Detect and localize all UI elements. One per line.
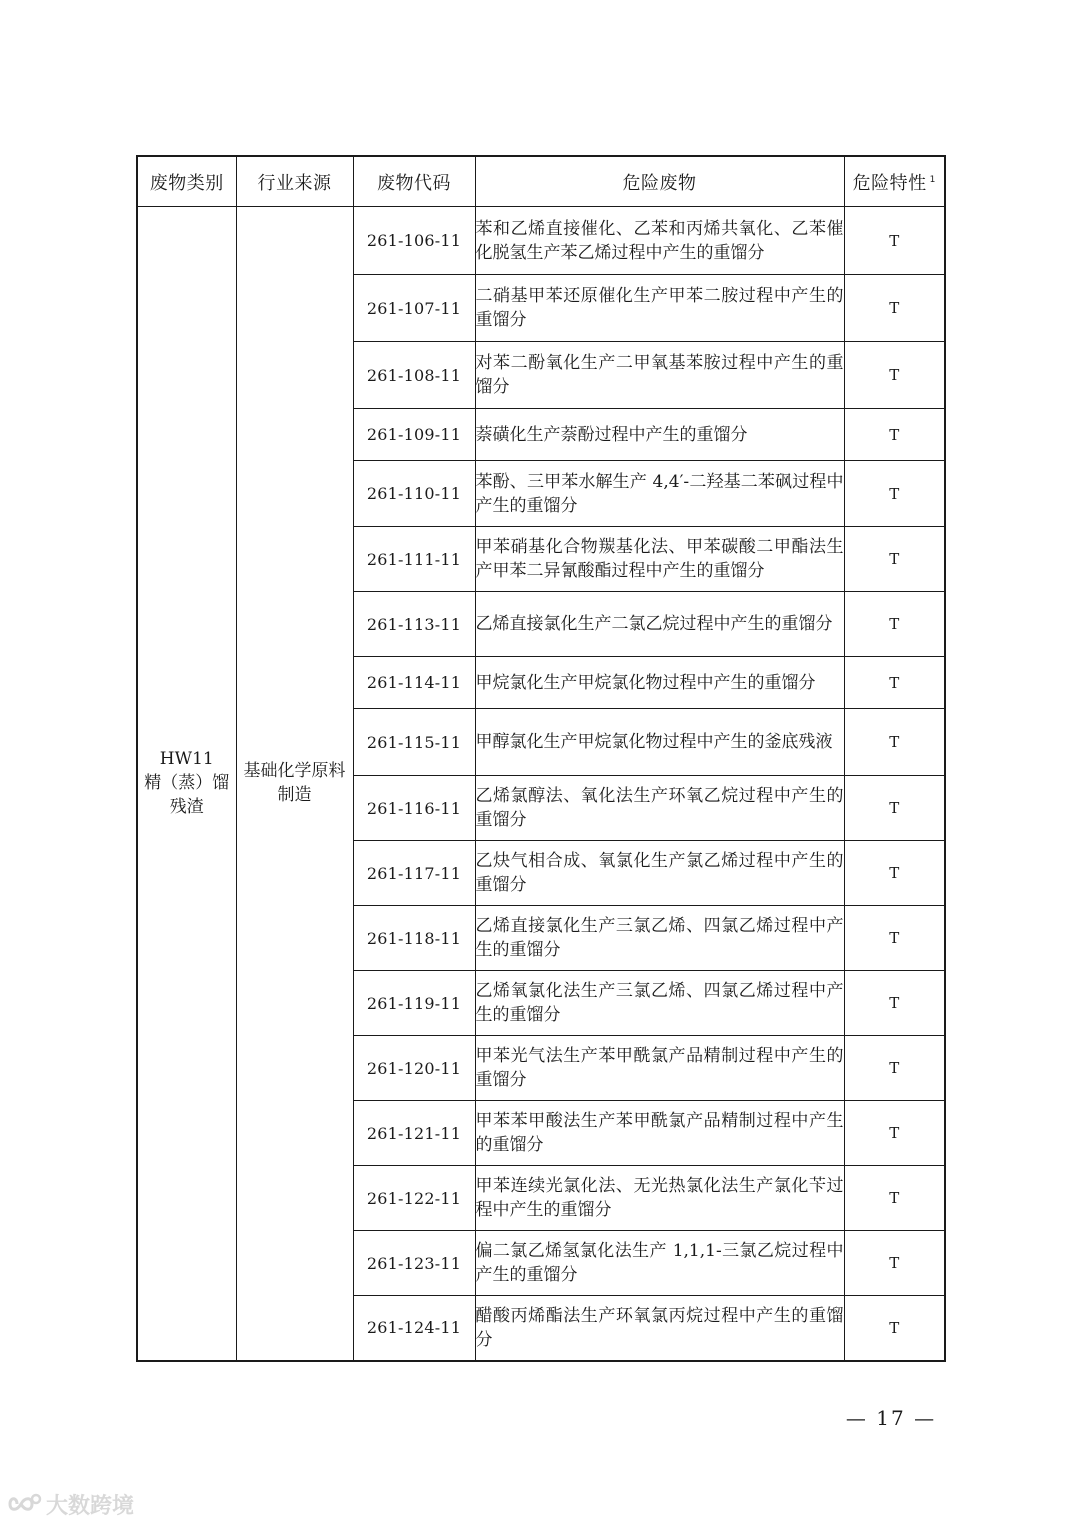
header-hazardous-waste: 危险废物 xyxy=(475,156,844,207)
waste-description-cell: 偏二氯乙烯氢氯化法生产 1,1,1-三氯乙烷过程中产生的重馏分 xyxy=(475,1231,844,1296)
waste-category-cell xyxy=(137,207,236,1361)
waste-description-cell: 乙炔气相合成、氧氯化生产氯乙烯过程中产生的重馏分 xyxy=(475,841,844,906)
table-row xyxy=(137,207,945,275)
waste-description-cell: 萘磺化生产萘酚过程中产生的重馏分 xyxy=(475,409,844,461)
waste-code-cell: 261-111-11 xyxy=(353,527,475,592)
hazard-property-cell: T xyxy=(844,1296,945,1361)
watermark-text: 大数跨境 xyxy=(46,1493,135,1519)
hazard-property-cell: T xyxy=(844,971,945,1036)
waste-code-cell: 261-117-11 xyxy=(353,841,475,906)
hazard-property-cell: T xyxy=(844,592,945,657)
infinity-logo-icon xyxy=(8,1491,42,1517)
hazard-property-cell: T xyxy=(844,906,945,971)
waste-category-line: HW11 xyxy=(159,749,214,770)
hazard-property-cell: T xyxy=(844,461,945,527)
waste-code-cell: 261-115-11 xyxy=(353,709,475,776)
watermark xyxy=(8,1486,134,1522)
waste-description-cell: 甲苯光气法生产苯甲酰氯产品精制过程中产生的重馏分 xyxy=(475,1036,844,1101)
waste-code-cell: 261-114-11 xyxy=(353,657,475,709)
waste-description-cell: 甲烷氯化生产甲烷氯化物过程中产生的重馏分 xyxy=(475,657,844,709)
table-body xyxy=(137,207,945,1361)
header-hazard-property xyxy=(844,156,945,207)
industry-source-line: 制造 xyxy=(277,785,312,806)
header-waste-category: 废物类别 xyxy=(137,156,236,207)
waste-code-cell: 261-116-11 xyxy=(353,776,475,841)
waste-description-cell: 甲苯连续光氯化法、无光热氯化法生产氯化苄过程中产生的重馏分 xyxy=(475,1166,844,1231)
hazard-property-cell: T xyxy=(844,657,945,709)
hazard-property-cell: T xyxy=(844,342,945,409)
page-number: — 17 — xyxy=(845,1406,937,1430)
waste-description-cell: 甲苯苯甲酸法生产苯甲酰氯产品精制过程中产生的重馏分 xyxy=(475,1101,844,1166)
footnote-marker: 1 xyxy=(929,174,936,185)
waste-code-cell: 261-106-11 xyxy=(353,207,475,275)
table-header-row xyxy=(137,156,945,207)
waste-description-cell: 苯和乙烯直接催化、乙苯和丙烯共氧化、乙苯催化脱氢生产苯乙烯过程中产生的重馏分 xyxy=(475,207,844,275)
header-waste-code: 废物代码 xyxy=(353,156,475,207)
waste-code-cell: 261-121-11 xyxy=(353,1101,475,1166)
header-industry-source: 行业来源 xyxy=(236,156,353,207)
waste-code-cell: 261-119-11 xyxy=(353,971,475,1036)
waste-description-cell: 乙烯氯醇法、氧化法生产环氧乙烷过程中产生的重馏分 xyxy=(475,776,844,841)
waste-description-cell: 甲醇氯化生产甲烷氯化物过程中产生的釜底残液 xyxy=(475,709,844,776)
waste-code-cell: 261-124-11 xyxy=(353,1296,475,1361)
waste-code-cell: 261-120-11 xyxy=(353,1036,475,1101)
hazard-property-cell: T xyxy=(844,275,945,342)
hazard-property-cell: T xyxy=(844,1231,945,1296)
hazard-property-cell: T xyxy=(844,527,945,592)
waste-code-cell: 261-122-11 xyxy=(353,1166,475,1231)
hazard-property-cell: T xyxy=(844,776,945,841)
waste-code-cell: 261-118-11 xyxy=(353,906,475,971)
waste-code-cell: 261-123-11 xyxy=(353,1231,475,1296)
waste-category-line: 残渣 xyxy=(169,797,204,818)
hazard-property-cell: T xyxy=(844,207,945,275)
waste-description-cell: 乙烯直接氯化生产三氯乙烯、四氯乙烯过程中产生的重馏分 xyxy=(475,906,844,971)
hazard-property-cell: T xyxy=(844,709,945,776)
waste-description-cell: 乙烯直接氯化生产二氯乙烷过程中产生的重馏分 xyxy=(475,592,844,657)
waste-category-line: 精（蒸）馏 xyxy=(144,773,230,794)
waste-code-cell: 261-108-11 xyxy=(353,342,475,409)
waste-description-cell: 对苯二酚氧化生产二甲氧基苯胺过程中产生的重馏分 xyxy=(475,342,844,409)
hazardous-waste-table xyxy=(136,155,946,1362)
waste-code-cell: 261-113-11 xyxy=(353,592,475,657)
hazard-property-cell: T xyxy=(844,1036,945,1101)
waste-code-cell: 261-107-11 xyxy=(353,275,475,342)
waste-description-cell: 苯酚、三甲苯水解生产 4,4′-二羟基二苯砜过程中产生的重馏分 xyxy=(475,461,844,527)
hazard-property-cell: T xyxy=(844,409,945,461)
industry-source-line: 基础化学原料 xyxy=(243,761,346,782)
waste-description-cell: 醋酸丙烯酯法生产环氧氯丙烷过程中产生的重馏分 xyxy=(475,1296,844,1361)
header-hazard-property-label: 危险特性 xyxy=(852,172,927,194)
hazard-property-cell: T xyxy=(844,1166,945,1231)
hazard-property-cell: T xyxy=(844,841,945,906)
waste-description-cell: 甲苯硝基化合物羰基化法、甲苯碳酸二甲酯法生产甲苯二异氰酸酯过程中产生的重馏分 xyxy=(475,527,844,592)
waste-code-cell: 261-110-11 xyxy=(353,461,475,527)
waste-code-cell: 261-109-11 xyxy=(353,409,475,461)
industry-source-cell xyxy=(236,207,353,1361)
waste-description-cell: 二硝基甲苯还原催化生产甲苯二胺过程中产生的重馏分 xyxy=(475,275,844,342)
waste-description-cell: 乙烯氧氯化法生产三氯乙烯、四氯乙烯过程中产生的重馏分 xyxy=(475,971,844,1036)
hazard-property-cell: T xyxy=(844,1101,945,1166)
